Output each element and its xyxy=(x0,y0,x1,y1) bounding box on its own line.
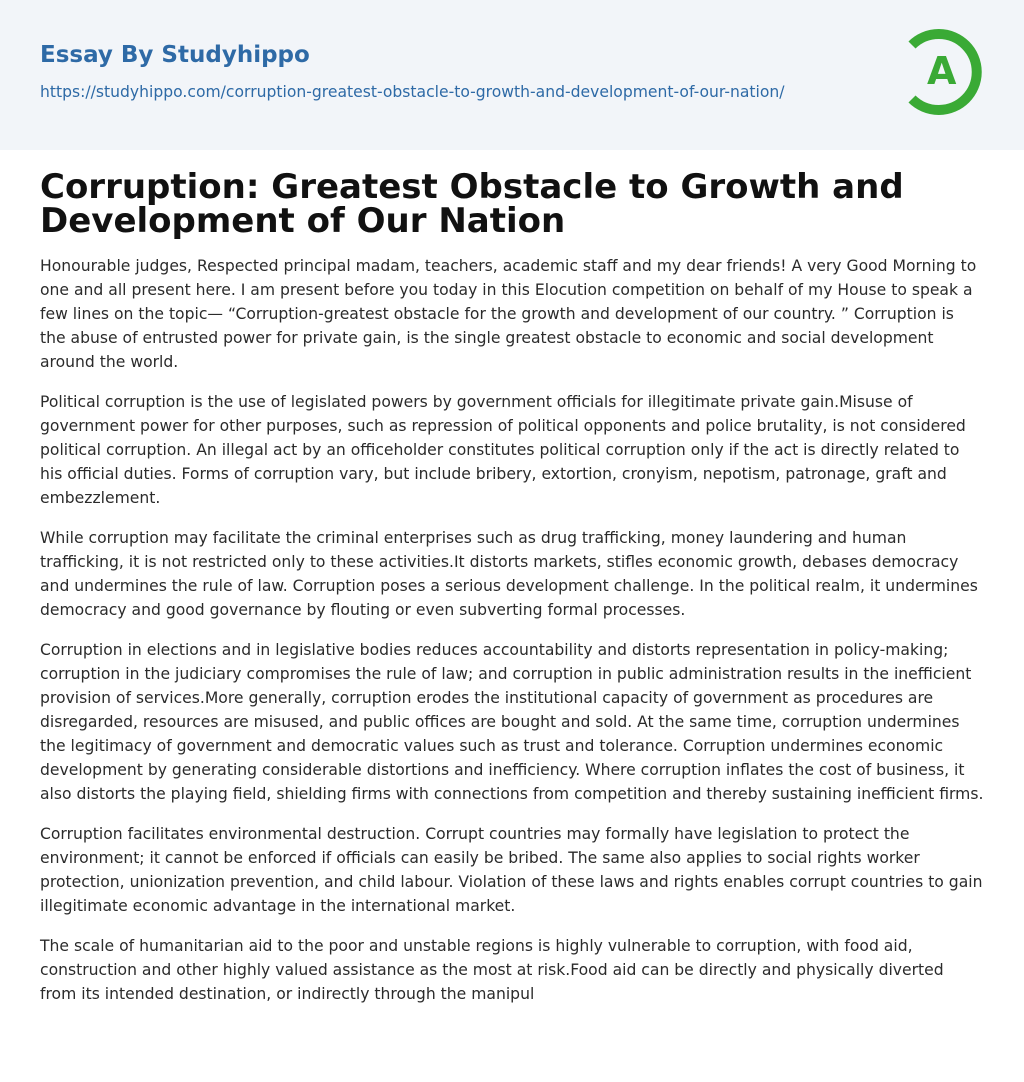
essay-paragraph: Political corruption is the use of legislated powers by government officials for illegitimate private gain.Misuse of government power for other purposes, such as repression of political opponents and police brutality, is not considered political corruption. An illegal act by an officeholder constitutes political corruption only if the act is directly related to his official duties. Forms of corruption vary, but include bribery, extortion, cronyism, nepotism, patronage, graft and embezzlement. xyxy=(40,393,966,507)
brand-title[interactable]: Essay By Studyhippo xyxy=(40,42,310,68)
logo-letter: A xyxy=(927,49,957,93)
page-header xyxy=(0,0,1024,150)
studyhippo-logo-icon[interactable] xyxy=(898,28,986,116)
essay-paragraph: While corruption may facilitate the criminal enterprises such as drug trafficking, money laundering and human trafficking, it is not restricted only to these activities.It distorts markets, stifles economic growth, debases democracy and undermines the rule of law. Corruption poses a serious development challenge. In the political realm, it undermines democracy and good governance by flouting or even subverting formal processes. xyxy=(40,529,978,619)
essay-content xyxy=(0,150,1024,1006)
source-url-link[interactable]: https://studyhippo.com/corruption-greatest-obstacle-to-growth-and-development-of-our-nation/ xyxy=(40,83,785,101)
essay-title: Corruption: Greatest Obstacle to Growth and Development of Our Nation xyxy=(40,167,904,241)
essay-paragraph: Corruption facilitates environmental destruction. Corrupt countries may formally have legislation to protect the environment; it cannot be enforced if officials can easily be bribed. The same also applies to social rights worker protection, unionization prevention, and child labour. Violation of these laws and rights enables corrupt countries to gain illegitimate economic advantage in the international market. xyxy=(40,825,983,915)
essay-paragraph: The scale of humanitarian aid to the poor and unstable regions is highly vulnerable to corruption, with food aid, construction and other highly valued assistance as the most at risk.Food aid can be directly and physically diverted from its intended destination, or indirectly through the manipul xyxy=(40,937,944,1003)
essay-paragraph: Corruption in elections and in legislative bodies reduces accountability and distorts representation in policy-making; corruption in the judiciary compromises the rule of law; and corruption in public administration results in the inefficient provision of services.More generally, corruption erodes the institutional capacity of government as procedures are disregarded, resources are misused, and public offices are bought and sold. At the same time, corruption undermines the legitimacy of government and democratic values such as trust and tolerance. Corruption undermines economic development by generating considerable distortions and inefficiency. Where corruption inflates the cost of business, it also distorts the playing field, shielding firms with connections from competition and thereby sustaining inefficient firms. xyxy=(40,641,984,803)
essay-paragraph: Honourable judges, Respected principal madam, teachers, academic staff and my dear friends! A very Good Morning to one and all present here. I am present before you today in this Elocution competition on behalf of my House to speak a few lines on the topic— “Corruption-greatest obstacle for the growth and development of our country. ” Corruption is the abuse of entrusted power for private gain, is the single greatest obstacle to economic and social development around the world. xyxy=(40,257,977,371)
